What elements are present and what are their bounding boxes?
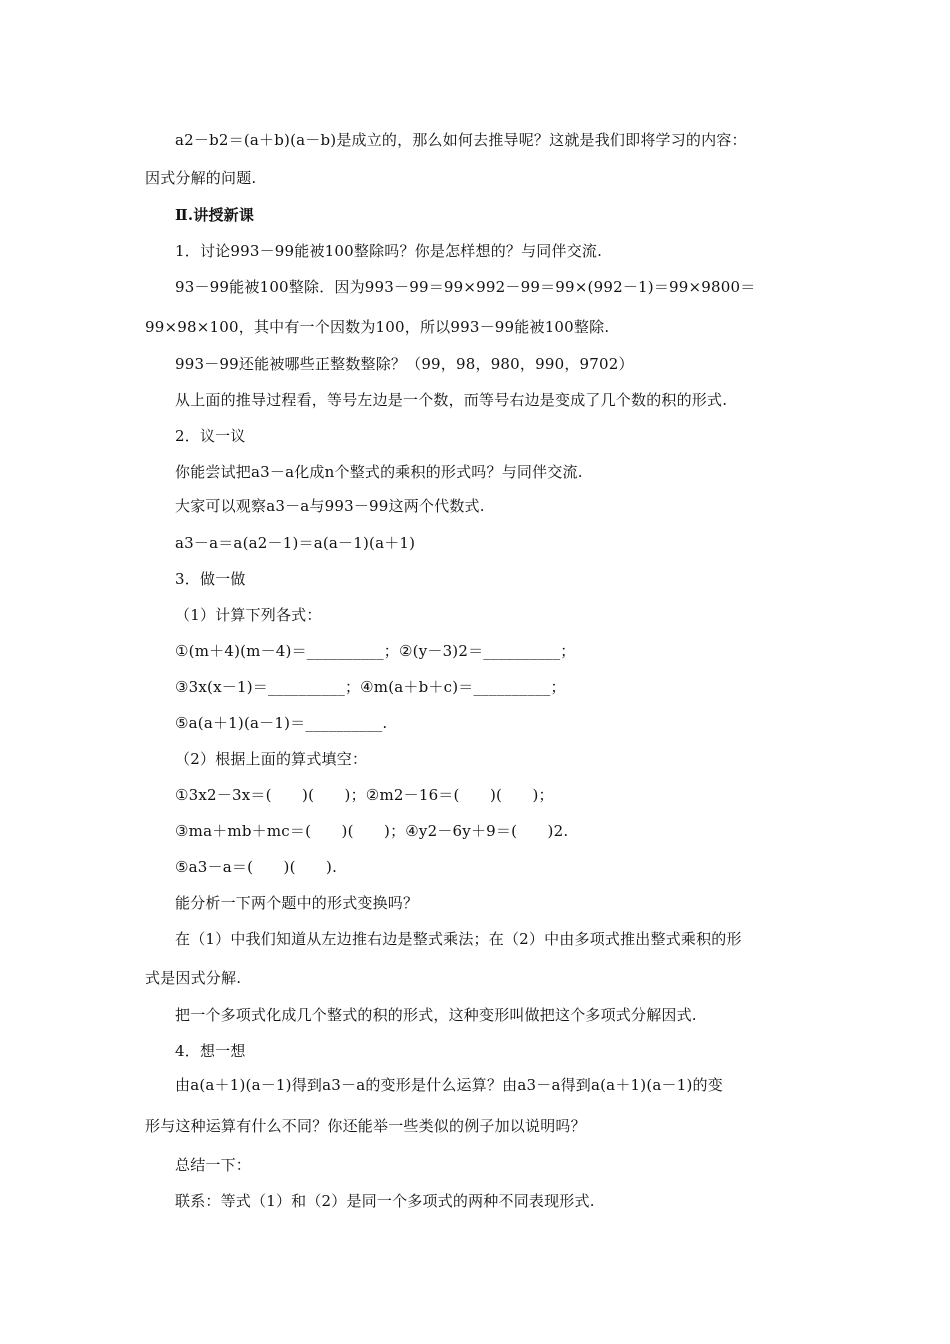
text-line: 993－99还能被哪些正整数整除？（99，98，980，990，9702） <box>175 355 634 373</box>
text-line: 大家可以观察a3－a与993－99这两个代数式. <box>175 497 485 515</box>
subsection-heading: 2．议一议 <box>175 427 246 445</box>
text-line: 1．讨论993－99能被100整除吗？你是怎样想的？与同伴交流. <box>175 242 603 260</box>
text-line: 能分析一下两个题中的形式变换吗？ <box>175 894 419 912</box>
exercise-line: ⑤a3－a＝( )( ). <box>175 858 338 876</box>
text-line: 因式分解的问题. <box>145 169 257 187</box>
text-line: 由a(a＋1)(a－1)得到a3－a的变形是什么运算？由a3－a得到a(a＋1)(a－1)的变 <box>175 1076 723 1094</box>
text-line: a2－b2＝(a＋b)(a－b)是成立的，那么如何去推导呢？这就是我们即将学习的内容： <box>175 131 747 149</box>
subsection-heading: 4．想一想 <box>175 1042 246 1060</box>
formula-line: a3－a＝a(a2－1)＝a(a－1)(a＋1) <box>175 534 416 552</box>
exercise-line: ①(m＋4)(m－4)＝__________；②(y－3)2＝__________； <box>175 642 576 660</box>
exercise-line: ①3x2－3x＝( )( )；②m2－16＝( )( )； <box>175 786 554 804</box>
exercise-line: ③3x(x－1)＝__________；④m(a＋b＋c)＝__________； <box>175 678 566 696</box>
text-line: 你能尝试把a3－a化成n个整式的乘积的形式吗？与同伴交流. <box>175 463 583 481</box>
text-line: 形与这种运算有什么不同？你还能举一些类似的例子加以说明吗？ <box>145 1117 586 1135</box>
exercise-line: ⑤a(a＋1)(a－1)＝__________. <box>175 714 388 732</box>
section-heading: Ⅱ.讲授新课 <box>175 206 255 224</box>
text-line: 联系：等式（1）和（2）是同一个多项式的两种不同表现形式. <box>175 1192 595 1210</box>
text-line: 从上面的推导过程看，等号左边是一个数，而等号右边是变成了几个数的积的形式. <box>175 391 728 409</box>
text-line: （1）计算下列各式： <box>175 606 322 624</box>
subsection-heading: 3．做一做 <box>175 570 246 588</box>
text-line: 99×98×100，其中有一个因数为100，所以993－99能被100整除. <box>145 318 610 336</box>
text-line: 93－99能被100整除．因为993－99＝99×992－99＝99×(992－1)＝99×9800＝ <box>175 278 756 296</box>
text-line: 把一个多项式化成几个整式的积的形式，这种变形叫做把这个多项式分解因式. <box>175 1006 697 1024</box>
text-line: （2）根据上面的算式填空： <box>175 750 368 768</box>
text-line: 总结一下： <box>175 1156 252 1174</box>
text-line: 在（1）中我们知道从左边推右边是整式乘法；在（2）中由多项式推出整式乘积的形 <box>175 930 742 948</box>
text-line: 式是因式分解. <box>145 969 242 987</box>
exercise-line: ③ma＋mb＋mc＝( )( )；④y2－6y＋9＝( )2. <box>175 822 569 840</box>
